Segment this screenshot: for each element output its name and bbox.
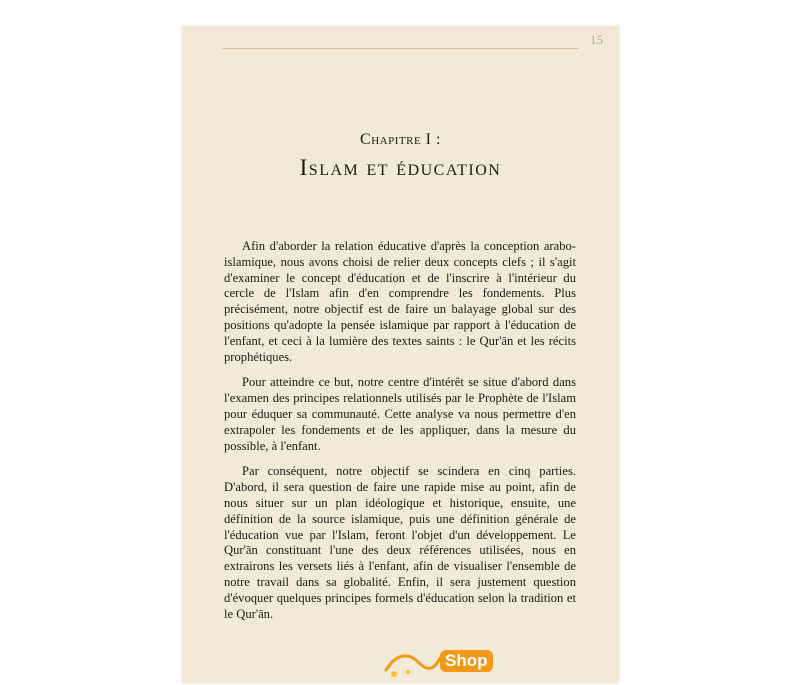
logo-text: Shop (440, 650, 493, 672)
swirl-logo-icon (382, 644, 442, 680)
paragraph-1: Afin d'aborder la relation éducative d'après la conception arabo-islamique, nous avons choisi de relier deux concepts clefs ; il s'agit d'examiner le concept d'éducation et de l'inscrire à l'intérieur du cercle de l'Islam afin d'en comprendre les fondements. Plus précisément, notre objectif est de faire un balayage global sur des positions qu'adopte la pensée islamique par rapport à l'éducation de l'enfant, et ceci à la lumière des textes saints : le Qur'ān et les récits prophétiques. (224, 239, 576, 364)
chapter-label: Chapitre I : (360, 131, 441, 148)
chapter-title: Islam et éducation (299, 155, 502, 180)
chapter-body (224, 239, 576, 632)
book-page (182, 26, 619, 683)
page-number: 15 (590, 32, 603, 47)
paragraph-2: Pour atteindre ce but, notre centre d'intérêt se situe d'abord dans l'examen des principes relationnels utilisés par le Prophète de l'Islam pour éduquer sa communauté. Cette analyse va nous permettre d'en extrapoler les fondements et de les appliquer, dans la mesure du possible, à l'enfant. (224, 375, 576, 453)
paragraph-3: Par conséquent, notre objectif se scindera en cinq parties. D'abord, il sera question de faire une rapide mise au point, afin de nous situer sur un plan idéologique et historique, ensuite, une définition de la source islamique, puis une définition générale de l'éducation vue par l'Islam, feront l'objet d'un développement. Le Qur'ān constituant l'une des deux références utilisées, nous en extrairons les versets liés à l'enfant, afin de visualiser l'ensemble de notre travail dans sa globalité. Enfin, il sera justement question d'évoquer quelques principes formels d'éducation selon la tradition et le Qur'ān. (224, 464, 576, 621)
header-rule (222, 48, 579, 49)
shop-logo (382, 644, 492, 684)
